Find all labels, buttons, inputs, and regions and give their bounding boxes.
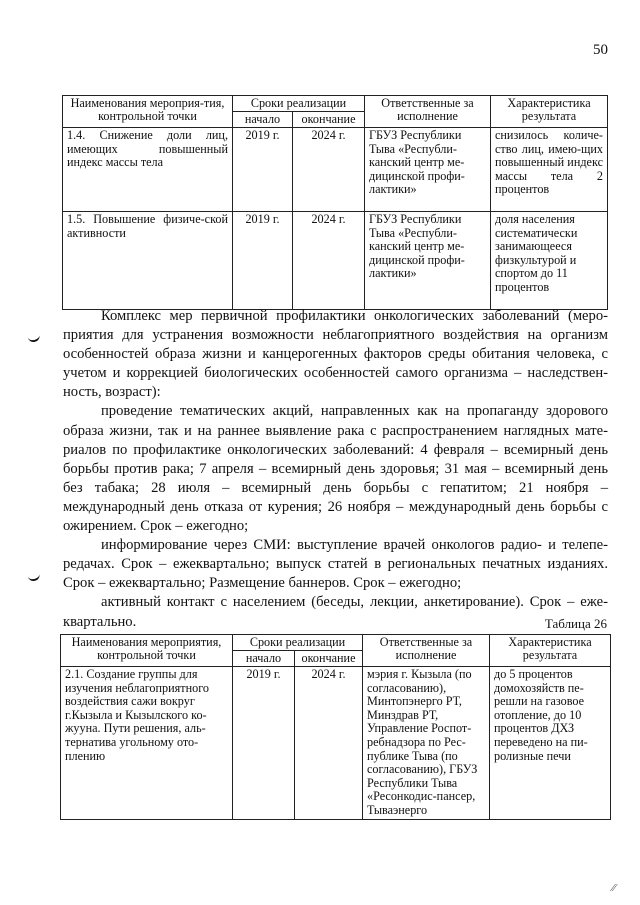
cell-result: до 5 процентов домохозяйств пе-решли на газовое отопление, до 10 процентов ДХЗ переведено на пи-ролизные печи bbox=[490, 667, 611, 820]
table-row bbox=[63, 128, 608, 212]
header-responsible: Ответственные за исполнение bbox=[365, 96, 491, 128]
page-number: 50 bbox=[593, 42, 608, 58]
paragraph: информирование через СМИ: выступление врачей онкологов радио- и телепе-редачах. Срок – ежеквартально; выпуск статей в региональных печатных изданиях. Срок – ежеквартально; Размещение баннеров. Срок – ежегодно; bbox=[63, 537, 608, 592]
margin-check-mark bbox=[27, 333, 40, 343]
header-start: начало bbox=[233, 112, 293, 128]
scan-corner-mark: ⁄⁄ bbox=[612, 882, 616, 894]
cell-name: 1.4. Снижение доли лиц, имеющих повышенный индекс массы тела bbox=[63, 128, 233, 212]
table-row bbox=[63, 212, 608, 310]
cell-end: 2024 г. bbox=[293, 128, 365, 212]
activities-table-2 bbox=[60, 634, 611, 820]
table-row bbox=[61, 667, 611, 820]
cell-name: 1.5. Повышение физиче-ской активности bbox=[63, 212, 233, 310]
header-end: окончание bbox=[295, 651, 363, 667]
body-text bbox=[63, 307, 608, 632]
margin-check-mark bbox=[27, 572, 40, 582]
table-header-row bbox=[63, 96, 608, 112]
cell-result: доля населения систематически занимающееся физкультурой и спортом до 11 процентов bbox=[491, 212, 608, 310]
cell-responsible: ГБУЗ Республики Тыва «Республи-канский центр ме-дицинской профи-лактики» bbox=[365, 128, 491, 212]
paragraph: Комплекс мер первичной профилактики онкологических заболеваний (меро-приятия для устранения возможности неблагоприятного воздействия на организм особенностей образа жизни и канцерогенных факторов среды обитания человека, с учетом и коррекцией биологических особенностей самого организма – наследствен-ность, возраст): bbox=[63, 308, 608, 401]
cell-start: 2019 г. bbox=[233, 212, 293, 310]
paragraph: проведение тематических акций, направленных как на пропаганду здорового образа жизни, так и на раннее выявление рака с распространением наглядных мате-риалов по профилактике онкологических заболеваний: 4 февраля – всемирный день борьбы против рака; 7 апреля – всемирный день здоровья; 31 мая – всемирный день без табака; 28 июля – всемирный день борьбы с гепатитом; 21 ноября – международный день отказа от курения; 26 ноября – международный день борьбы с ожирением. Срок – ежегодно; bbox=[63, 403, 608, 535]
cell-responsible: ГБУЗ Республики Тыва «Республи-канский центр ме-дицинской профи-лактики» bbox=[365, 212, 491, 310]
cell-result: снизилось количе-ство лиц, имею-щих повышенный индекс массы тела 2 процентов bbox=[491, 128, 608, 212]
header-result: Характеристика результата bbox=[491, 96, 608, 128]
cell-end: 2024 г. bbox=[293, 212, 365, 310]
header-name: Наименования мероприя-тия, контрольной точки bbox=[63, 96, 233, 128]
header-result: Характеристика результата bbox=[490, 635, 611, 667]
table-header-row bbox=[61, 635, 611, 651]
header-terms: Сроки реализации bbox=[233, 96, 365, 112]
paragraph: активный контакт с населением (беседы, лекции, анкетирование). Срок – еже-квартально. bbox=[63, 594, 608, 630]
header-responsible: Ответственные за исполнение bbox=[363, 635, 490, 667]
table-caption: Таблица 26 bbox=[544, 616, 607, 631]
cell-end: 2024 г. bbox=[295, 667, 363, 820]
cell-start: 2019 г. bbox=[233, 667, 295, 820]
cell-name: 2.1. Создание группы для изучения неблагоприятного воздействия сажи вокруг г.Кызыла и Кызылского ко-жууна. Пути решения, аль-тернатива угольному ото-плению bbox=[61, 667, 233, 820]
header-end: окончание bbox=[293, 112, 365, 128]
activities-table-1 bbox=[62, 95, 608, 310]
cell-start: 2019 г. bbox=[233, 128, 293, 212]
header-start: начало bbox=[233, 651, 295, 667]
header-name: Наименования мероприятия, контрольной точки bbox=[61, 635, 233, 667]
header-terms: Сроки реализации bbox=[233, 635, 363, 651]
cell-responsible: мэрия г. Кызыла (по согласованию), Минтопэнерго РТ, Минздрав РТ, Управление Роспот-ребнадзора по Рес-публике Тыва (по согласованию), ГБУЗ Республики Тыва «Ресонкодис-пансер, Тываэнерго bbox=[363, 667, 490, 820]
